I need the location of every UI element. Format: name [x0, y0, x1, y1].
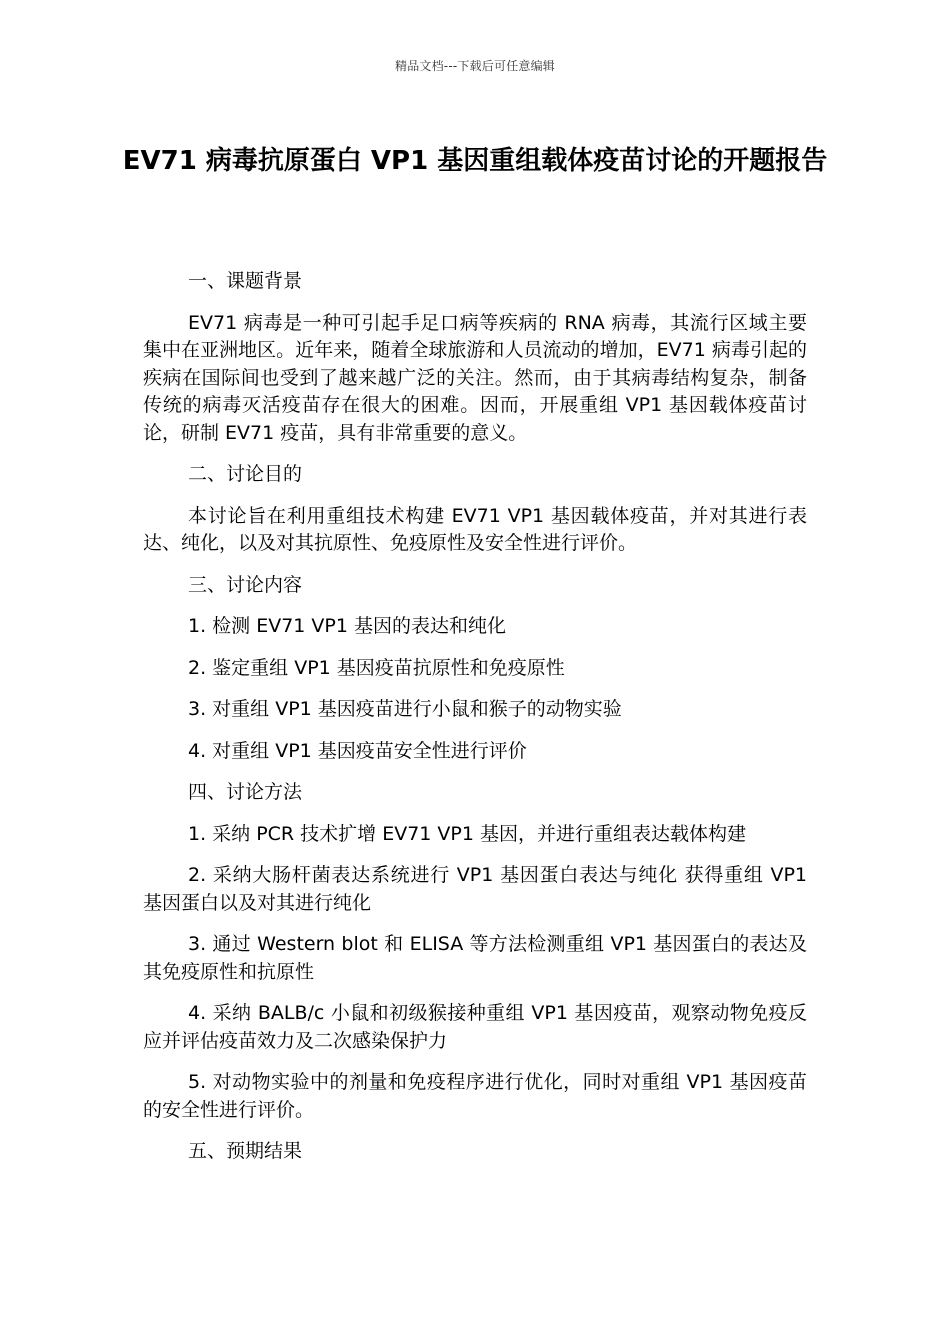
- document-body: [143, 268, 807, 1180]
- section-heading-purpose: 二、讨论目的: [188, 463, 303, 485]
- section-heading-result: 五、预期结果: [188, 1140, 303, 1162]
- content-item: 3. 对重组 VP1 基因疫苗进行小鼠和猴子的动物实验: [188, 698, 622, 720]
- method-item: 1. 采纳 PCR 技术扩增 EV71 VP1 基因，并进行重组表达载体构建: [188, 822, 747, 845]
- content-item: 4. 对重组 VP1 基因疫苗安全性进行评价: [188, 739, 527, 762]
- section-heading-content: 三、讨论内容: [188, 573, 303, 596]
- method-item: 5. 对动物实验中的剂量和免疫程序进行优化，同时对重组 VP1 基因疫苗的安全性进行评价。: [143, 1071, 807, 1121]
- content-item: 1. 检测 EV71 VP1 基因的表达和纯化: [188, 615, 507, 637]
- background-paragraph: EV71 病毒是一种可引起手足口病等疾病的 RNA 病毒，其流行区域主要集中在亚洲地区。近年来，随着全球旅游和人员流动的增加，EV71 病毒引起的疾病在国际间也受到了越来越广泛的关注。然而，由于其病毒结构复杂，制备传统的病毒灭活疫苗存在很大的困难。因而，开展重组 VP1 基因载体疫苗讨论，研制 EV71 疫苗，具有非常重要的意义。: [143, 311, 807, 444]
- content-item: 2. 鉴定重组 VP1 基因疫苗抗原性和免疫原性: [188, 656, 565, 679]
- section-heading-background: 一、课题背景: [188, 270, 303, 292]
- section-heading-method: 四、讨论方法: [188, 781, 303, 803]
- method-item: 2. 采纳大肠杆菌表达系统进行 VP1 基因蛋白表达与纯化 获得重组 VP1 基因蛋白以及对其进行纯化: [143, 864, 807, 914]
- header-note: 精品文档---下载后可任意编辑: [395, 59, 555, 73]
- purpose-paragraph: 本讨论旨在利用重组技术构建 EV71 VP1 基因载体疫苗，并对其进行表达、纯化，以及对其抗原性、免疫原性及安全性进行评价。: [143, 504, 807, 554]
- method-item: 3. 通过 Western blot 和 ELISA 等方法检测重组 VP1 基因蛋白的表达及其免疫原性和抗原性: [143, 933, 807, 983]
- method-item: 4. 采纳 BALB/c 小鼠和初级猴接种重组 VP1 基因疫苗，观察动物免疫反应并评估疫苗效力及二次感染保护力: [143, 1002, 807, 1052]
- document-title: EV71 病毒抗原蛋白 VP1 基因重组载体疫苗讨论的开题报告: [122, 146, 828, 176]
